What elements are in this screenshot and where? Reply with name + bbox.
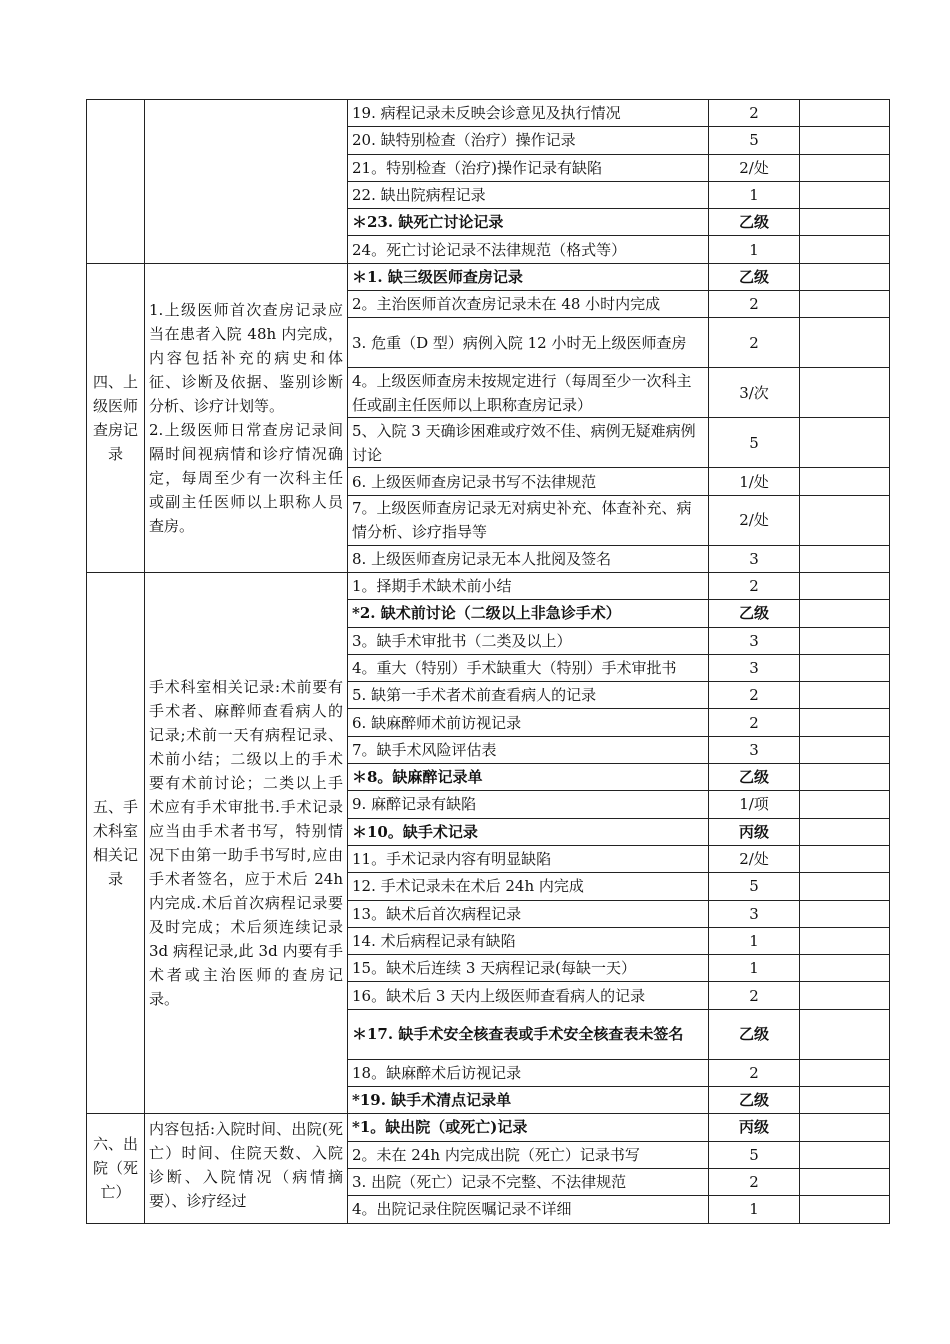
deduction-item: 16。缺术后 3 天内上级医师查看病人的记录 — [348, 982, 709, 1009]
deduction-score: 3 — [709, 627, 800, 654]
deduction-item: ＊23. 缺死亡讨论记录 — [348, 209, 709, 236]
deduction-item: 21。特别检查（治疗)操作记录有缺陷 — [348, 154, 709, 181]
section-category: 五、手术科室相关记录 — [87, 572, 145, 1113]
remark-cell — [800, 495, 890, 545]
deduction-item: 14. 术后病程记录有缺陷 — [348, 927, 709, 954]
deduction-score: 乙级 — [709, 1087, 800, 1114]
deduction-item: 7。上级医师查房记录无对病史补充、体查补充、病情分析、诊疗指导等 — [348, 495, 709, 545]
remark-cell — [800, 818, 890, 845]
deduction-score: 3 — [709, 736, 800, 763]
deduction-score: 丙级 — [709, 818, 800, 845]
remark-cell — [800, 791, 890, 818]
deduction-item: *1。缺出院（或死亡)记录 — [348, 1114, 709, 1141]
deduction-score: 乙级 — [709, 1009, 800, 1059]
remark-cell — [800, 368, 890, 418]
deduction-item: ＊1. 缺三级医师查房记录 — [348, 263, 709, 290]
remark-cell — [800, 682, 890, 709]
deduction-score: 2 — [709, 318, 800, 368]
deduction-score: 2/处 — [709, 154, 800, 181]
deduction-score: 2 — [709, 982, 800, 1009]
remark-cell — [800, 468, 890, 495]
remark-cell — [800, 263, 890, 290]
deduction-item: 5、入院 3 天确诊困难或疗效不佳、病例无疑难病例讨论 — [348, 418, 709, 468]
remark-cell — [800, 236, 890, 263]
remark-cell — [800, 654, 890, 681]
deduction-item: 12. 手术记录未在术后 24h 内完成 — [348, 873, 709, 900]
deduction-item: ＊17. 缺手术安全核查表或手术安全核查表未签名 — [348, 1009, 709, 1059]
deduction-score: 乙级 — [709, 263, 800, 290]
remark-cell — [800, 900, 890, 927]
deduction-item: ＊10。缺手术记录 — [348, 818, 709, 845]
remark-cell — [800, 127, 890, 154]
deduction-score: 丙级 — [709, 1114, 800, 1141]
deduction-item: 5. 缺第一手术者术前查看病人的记录 — [348, 682, 709, 709]
remark-cell — [800, 627, 890, 654]
deduction-item: 11。手术记录内容有明显缺陷 — [348, 845, 709, 872]
deduction-item: 3. 危重（D 型）病例入院 12 小时无上级医师查房 — [348, 318, 709, 368]
deduction-item: 4。上级医师查房未按规定进行（每周至少一次科主任或副主任医师以上职称查房记录） — [348, 368, 709, 418]
deduction-item: *2. 缺术前讨论（二级以上非急诊手术） — [348, 600, 709, 627]
deduction-item: 22. 缺出院病程记录 — [348, 181, 709, 208]
deduction-score: 5 — [709, 873, 800, 900]
section-category — [87, 100, 145, 264]
section-category: 四、上级医师查房记录 — [87, 263, 145, 572]
deduction-score: 1/项 — [709, 791, 800, 818]
deduction-score: 3 — [709, 654, 800, 681]
remark-cell — [800, 873, 890, 900]
deduction-score: 3/次 — [709, 368, 800, 418]
remark-cell — [800, 1114, 890, 1141]
deduction-item: ＊8。缺麻醉记录单 — [348, 764, 709, 791]
deduction-score: 2 — [709, 572, 800, 599]
remark-cell — [800, 291, 890, 318]
deduction-item: 2。主治医师首次查房记录未在 48 小时内完成 — [348, 291, 709, 318]
remark-cell — [800, 154, 890, 181]
deduction-item: 20. 缺特别检查（治疗）操作记录 — [348, 127, 709, 154]
table-row — [87, 572, 890, 599]
deduction-score: 2 — [709, 709, 800, 736]
remark-cell — [800, 764, 890, 791]
deduction-item: 6. 缺麻醉师术前访视记录 — [348, 709, 709, 736]
deduction-score: 2 — [709, 100, 800, 127]
deduction-score: 2 — [709, 682, 800, 709]
remark-cell — [800, 1009, 890, 1059]
remark-cell — [800, 600, 890, 627]
deduction-score: 1 — [709, 927, 800, 954]
remark-cell — [800, 709, 890, 736]
remark-cell — [800, 418, 890, 468]
deduction-item: 4。出院记录住院医嘱记录不详细 — [348, 1196, 709, 1223]
deduction-score: 2 — [709, 1168, 800, 1195]
deduction-score: 2 — [709, 1059, 800, 1086]
deduction-score: 5 — [709, 1141, 800, 1168]
remark-cell — [800, 736, 890, 763]
deduction-score: 乙级 — [709, 209, 800, 236]
section-requirement — [145, 100, 348, 264]
table-row — [87, 100, 890, 127]
table-body — [87, 100, 890, 1224]
deduction-item: 24。死亡讨论记录不法律规范（格式等） — [348, 236, 709, 263]
remark-cell — [800, 927, 890, 954]
deduction-item: 7。缺手术风险评估表 — [348, 736, 709, 763]
remark-cell — [800, 181, 890, 208]
deduction-item: 13。缺术后首次病程记录 — [348, 900, 709, 927]
deduction-item: 3. 出院（死亡）记录不完整、不法律规范 — [348, 1168, 709, 1195]
remark-cell — [800, 1168, 890, 1195]
deduction-item: 19. 病程记录未反映会诊意见及执行情况 — [348, 100, 709, 127]
remark-cell — [800, 1087, 890, 1114]
deduction-item: 2。未在 24h 内完成出院（死亡）记录书写 — [348, 1141, 709, 1168]
deduction-item: 15。缺术后连续 3 天病程记录(每缺一天） — [348, 955, 709, 982]
remark-cell — [800, 982, 890, 1009]
deduction-item: 6. 上级医师查房记录书写不法律规范 — [348, 468, 709, 495]
deduction-score: 乙级 — [709, 764, 800, 791]
remark-cell — [800, 845, 890, 872]
table-row — [87, 1114, 890, 1141]
deduction-score: 1 — [709, 955, 800, 982]
remark-cell — [800, 209, 890, 236]
deduction-score: 2/处 — [709, 845, 800, 872]
deduction-item: *19. 缺手术清点记录单 — [348, 1087, 709, 1114]
section-category: 六、出院（死亡） — [87, 1114, 145, 1223]
deduction-item: 8. 上级医师查房记录无本人批阅及签名 — [348, 545, 709, 572]
scoring-table — [86, 99, 890, 1224]
section-requirement: 1.上级医师首次查房记录应当在患者入院 48h 内完成，内容包括补充的病史和体征、诊断及依据、鉴别诊断分析、诊疗计划等。 2.上级医师日常查房记录间隔时间视病情和诊疗情况确定，每周至少有一次科主任或副主任医师以上职称人员查房。 — [145, 263, 348, 572]
remark-cell — [800, 1196, 890, 1223]
deduction-score: 1/处 — [709, 468, 800, 495]
section-requirement: 手术科室相关记录:术前要有手术者、麻醉师查看病人的记录;术前一天有病程记录、术前小结；二级以上的手术要有术前讨论；二类以上手术应有手术审批书.手术记录应当由手术者书写，特别情况下由第一助手书写时,应由手术者签名，应于术后 24h 内完成.术后首次病程记录要及时完成；术后须连续记录 3d 病程记录,此 3d 内要有手术者或主治医师的查房记录。 — [145, 572, 348, 1113]
remark-cell — [800, 318, 890, 368]
deduction-item: 9. 麻醉记录有缺陷 — [348, 791, 709, 818]
deduction-score: 5 — [709, 127, 800, 154]
remark-cell — [800, 545, 890, 572]
remark-cell — [800, 1141, 890, 1168]
deduction-score: 1 — [709, 236, 800, 263]
deduction-score: 1 — [709, 181, 800, 208]
section-requirement: 内容包括:入院时间、出院(死亡）时间、住院天数、入院诊断、入院情况（病情摘要）、诊疗经过 — [145, 1114, 348, 1223]
remark-cell — [800, 955, 890, 982]
deduction-score: 5 — [709, 418, 800, 468]
deduction-item: 4。重大（特别）手术缺重大（特别）手术审批书 — [348, 654, 709, 681]
table-row — [87, 263, 890, 290]
remark-cell — [800, 100, 890, 127]
deduction-score: 3 — [709, 900, 800, 927]
deduction-item: 18。缺麻醉术后访视记录 — [348, 1059, 709, 1086]
deduction-score: 乙级 — [709, 600, 800, 627]
remark-cell — [800, 572, 890, 599]
remark-cell — [800, 1059, 890, 1086]
deduction-item: 3。缺手术审批书（二类及以上） — [348, 627, 709, 654]
deduction-score: 3 — [709, 545, 800, 572]
deduction-score: 1 — [709, 1196, 800, 1223]
deduction-item: 1。择期手术缺术前小结 — [348, 572, 709, 599]
deduction-score: 2/处 — [709, 495, 800, 545]
deduction-score: 2 — [709, 291, 800, 318]
